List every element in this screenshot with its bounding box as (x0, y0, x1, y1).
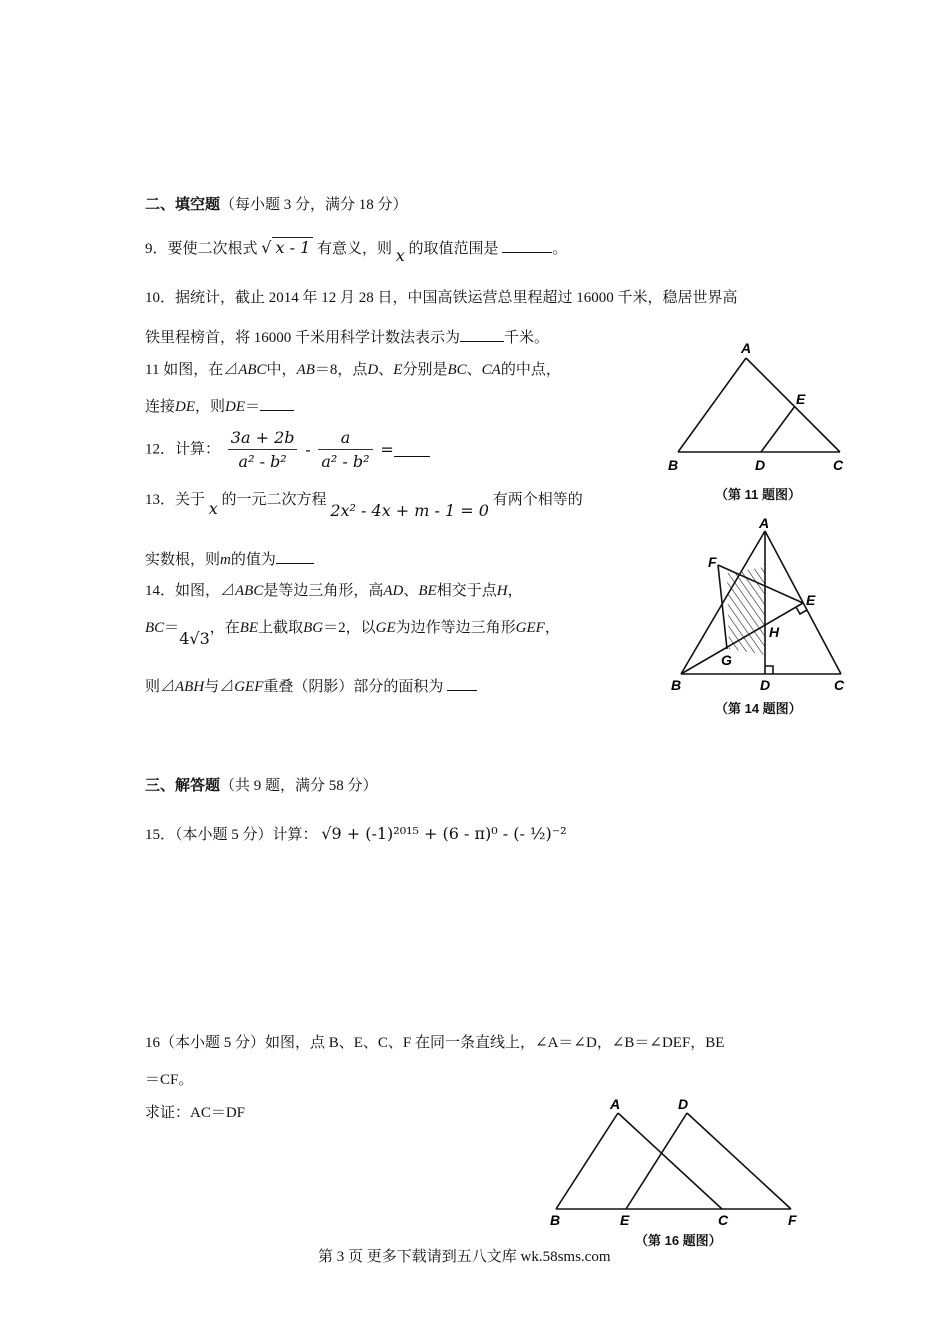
q14-h: H (496, 583, 508, 599)
fig11-label-b: B (668, 457, 679, 473)
fig14-label-f: F (708, 554, 717, 570)
q14-be2: BE (239, 620, 259, 636)
q13-suffix: 有两个相等的 (492, 492, 583, 508)
q11-ca: CA (481, 362, 501, 378)
q11-t8: ＝ (245, 399, 261, 415)
page-footer: 第 3 页 更多下载请到五八文库 wk.58sms.com (318, 1249, 611, 1265)
q10-answer-blank[interactable] (460, 327, 504, 342)
q14-t2: 是等边三角形，高 (263, 583, 384, 599)
q11-t2: 中， (266, 362, 297, 378)
q14-sep: 、 (403, 583, 419, 599)
fig11-label-d: D (755, 457, 766, 473)
q14-t4: ， (507, 583, 523, 599)
section3-title: 三、解答题 (145, 778, 221, 794)
q14-bc: BC (145, 620, 165, 636)
fig11-label-c: C (833, 457, 844, 473)
fig16-label-f: F (788, 1212, 797, 1228)
q14-line2 (145, 617, 560, 648)
q11-t6: 连接 (145, 399, 176, 415)
fig14-label-g: G (721, 652, 732, 668)
q11-abc: ABC (238, 362, 267, 378)
q12-prefix: 12．计算： (145, 441, 221, 458)
q9-answer-blank[interactable] (502, 238, 552, 253)
q9-var: x (395, 246, 405, 265)
q11-de1: DE (175, 399, 196, 415)
q10-line2a: 铁里程榜首，将 16000 千米用科学计数法表示为 (145, 330, 461, 346)
q9-suffix: 的取值范围是 (408, 241, 499, 257)
q12-den1: a² - b² (238, 452, 287, 472)
fig16-line-de (626, 1113, 687, 1209)
q13-line2 (145, 549, 314, 569)
section2-note: （每小题 3 分，满分 18 分） (220, 197, 408, 213)
q9-end: 。 (552, 241, 568, 257)
section3-heading (145, 777, 378, 795)
q9-radical: √ x - 1 (261, 238, 313, 257)
fig16-label-d: D (678, 1096, 689, 1112)
fig16-line-df (687, 1113, 791, 1209)
q14-t10: ， (544, 620, 560, 636)
fig16-label-a: A (610, 1096, 621, 1112)
q13-line1 (145, 489, 583, 520)
q14-ad: AD (383, 583, 404, 599)
q15-expression: √9 + (-1)²⁰¹⁵ + (6 - π)⁰ - (- ½)⁻² (321, 824, 567, 843)
q14-be: BE (418, 583, 437, 599)
q11-t5: 的中点， (500, 362, 561, 378)
q12-den2: a² - b² (321, 452, 370, 472)
fig14-right-angle-d (765, 666, 773, 674)
fig14-label-c: C (834, 677, 845, 693)
fig16-line-ab (556, 1113, 618, 1209)
q12-fraction-2 (318, 428, 372, 471)
q11-line2 (145, 396, 294, 416)
section2-heading (145, 196, 408, 214)
fig14-line-fg (718, 565, 727, 649)
q12-fraction-1 (228, 428, 298, 471)
fig16-label-c: C (718, 1212, 729, 1228)
section2-title: 二、填空题 (145, 197, 221, 213)
fig14-label-b: B (671, 677, 682, 693)
q14-t13: 重叠（阴影）部分的面积为 (263, 679, 444, 695)
q14-t12: 与⊿ (204, 679, 235, 695)
q13-answer-blank[interactable] (276, 549, 314, 564)
q12-num2: a (318, 428, 372, 450)
q12-answer-blank[interactable] (394, 442, 430, 457)
fig16-label-e: E (620, 1212, 630, 1228)
question-15 (145, 824, 567, 844)
q9-mid: 有意义，则 (317, 241, 393, 257)
q11-de2: DE (225, 399, 246, 415)
q9-radicand: x - 1 (272, 237, 313, 257)
q11-sep1: 、 (378, 362, 394, 378)
q13-prefix: 13．关于 (145, 492, 206, 508)
q14-t8: ＝2，以 (323, 620, 376, 636)
q11-line1 (145, 361, 561, 379)
figure-14 (665, 515, 855, 700)
q11-t1: 11 如图，在⊿ (145, 362, 239, 378)
q14-t7: 上截取 (258, 620, 304, 636)
q14-gef: GEF (515, 620, 545, 636)
fig11-line-de (761, 406, 795, 452)
q14-line3 (145, 676, 477, 696)
q14-line1 (145, 582, 523, 600)
q14-value: 4√3 (179, 629, 210, 648)
q13-equation: 2x² - 4x + m - 1 = 0 (330, 501, 489, 520)
q11-e: E (393, 362, 403, 378)
q13-t2: 的值为 (230, 552, 276, 568)
fig16-line-ac (618, 1113, 722, 1209)
q11-t4: 分别是 (402, 362, 448, 378)
q12-num1: 3a + 2b (228, 428, 298, 450)
fig11-line-ab (678, 358, 746, 452)
fig11-caption: （第 11 题图） (715, 487, 801, 502)
q13-mid: 的一元二次方程 (221, 492, 327, 508)
q12-eq: = (380, 440, 394, 460)
figure-16 (540, 1093, 820, 1228)
section3-note: （共 9 题，满分 58 分） (220, 778, 378, 794)
q14-t1: 14．如图，⊿ (145, 583, 236, 599)
fig16-caption: （第 16 题图） (635, 1233, 722, 1248)
q13-t1: 实数根，则 (145, 552, 221, 568)
fig14-shaded-region (727, 567, 765, 655)
q11-d: D (367, 362, 379, 378)
fig14-label-h: H (769, 624, 780, 640)
fig11-label-a: A (741, 340, 752, 356)
q11-sep2: 、 (466, 362, 482, 378)
question-9 (145, 237, 568, 265)
fig14-caption: （第 14 题图） (715, 701, 802, 716)
fig14-label-a: A (759, 515, 770, 531)
question-12 (145, 428, 430, 471)
fig16-label-b: B (550, 1212, 561, 1228)
fig14-label-e: E (806, 592, 816, 608)
q13-var: x (208, 499, 218, 518)
fig11-line-ac (746, 358, 840, 452)
q14-t3: 相交于点 (436, 583, 497, 599)
q10-line2b: 千米。 (504, 330, 550, 346)
q11-bc: BC (447, 362, 467, 378)
q16-line1: 16（本小题 5 分）如图，点 B、E、C、F 在同一条直线上，∠A＝∠D，∠B＝∠DEF，BE (145, 1035, 725, 1051)
q14-t5: ＝ (164, 620, 180, 636)
q14-t6: ，在 (209, 620, 240, 636)
q11-ab: AB (296, 362, 315, 378)
q16-line3: 求证：AC＝DF (145, 1105, 246, 1121)
q9-prefix: 9．要使二次根式 (145, 241, 258, 257)
q14-abh: ABH (175, 679, 205, 695)
q11-t3: ＝8，点 (314, 362, 368, 378)
q11-t7: ，则 (195, 399, 226, 415)
q14-bg: BG (303, 620, 324, 636)
q14-gef2: GEF (234, 679, 264, 695)
fig11-label-e: E (796, 391, 806, 407)
q10-line1: 10．据统计，截止 2014 年 12 月 28 日，中国高铁运营总里程超过 16000 千米，稳居世界高 (145, 290, 738, 306)
q13-m: m (220, 552, 231, 568)
fig14-label-d: D (760, 677, 771, 693)
q14-ge: GE (375, 620, 396, 636)
q14-abc: ABC (235, 583, 264, 599)
q14-t9: 为边作等边三角形 (395, 620, 516, 636)
q16-line2: ＝CF。 (145, 1072, 194, 1088)
q14-answer-blank[interactable] (447, 676, 477, 691)
q15-prefix: 15．（本小题 5 分）计算： (145, 827, 318, 843)
q11-answer-blank[interactable] (260, 396, 294, 411)
q12-minus: - (305, 440, 311, 460)
q10-line2 (145, 327, 549, 347)
q14-t11: 则⊿ (145, 679, 176, 695)
figure-11 (660, 338, 860, 508)
